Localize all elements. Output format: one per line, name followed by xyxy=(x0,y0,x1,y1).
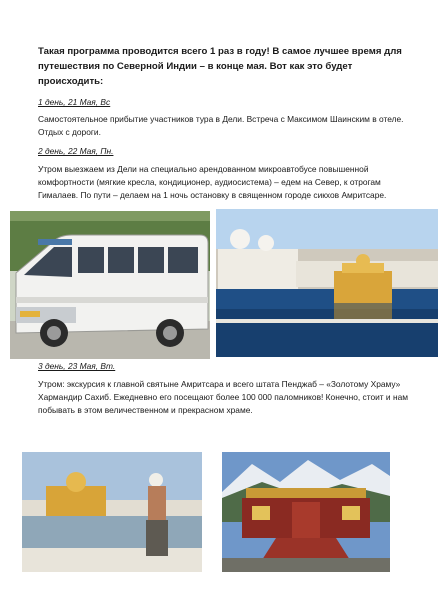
day-3-text: Утром: экскурсия к главной святыне Амритсара и всего штата Пенджаб – «Золотому Храму» Хармандир Сахиб. Ежедневно его посещают более 100 000 паломников! Конечно, стоит и нам побывать в этом величественном и прекрасном храме. xyxy=(38,379,408,415)
day-2-heading: 2 день, 22 Мая, Пн. xyxy=(38,146,114,156)
minibus-photo xyxy=(10,211,210,359)
day-1-heading: 1 день, 21 Мая, Вс xyxy=(38,97,111,107)
day-1-text: Самостоятельное прибытие участников тура в Дели. Встреча с Максимом Шаинским в отеле. Отдых с дороги. xyxy=(38,114,404,137)
monastery-photo xyxy=(222,452,390,572)
golden-temple-pilgrim-photo xyxy=(22,452,202,572)
intro-paragraph: Такая программа проводится всего 1 раз в году! В самое лучшее время для путешествия по Северной Индии – в конце мая. Вот как это будет происходить: xyxy=(38,46,402,87)
golden-temple-panorama-photo xyxy=(216,209,438,357)
day-3-heading: 3 день, 23 Мая, Вт. xyxy=(38,361,116,371)
day-2-text: Утром выезжаем из Дели на специально арендованном микроавтобусе повышенной комфортности (мягкие кресла, кондиционер, аудиосистема) – едем на Север, к отрогам Гималаев. По пути – делаем на 1 ночь остановку в священном городе сикхов Амритсаре. xyxy=(38,164,387,200)
